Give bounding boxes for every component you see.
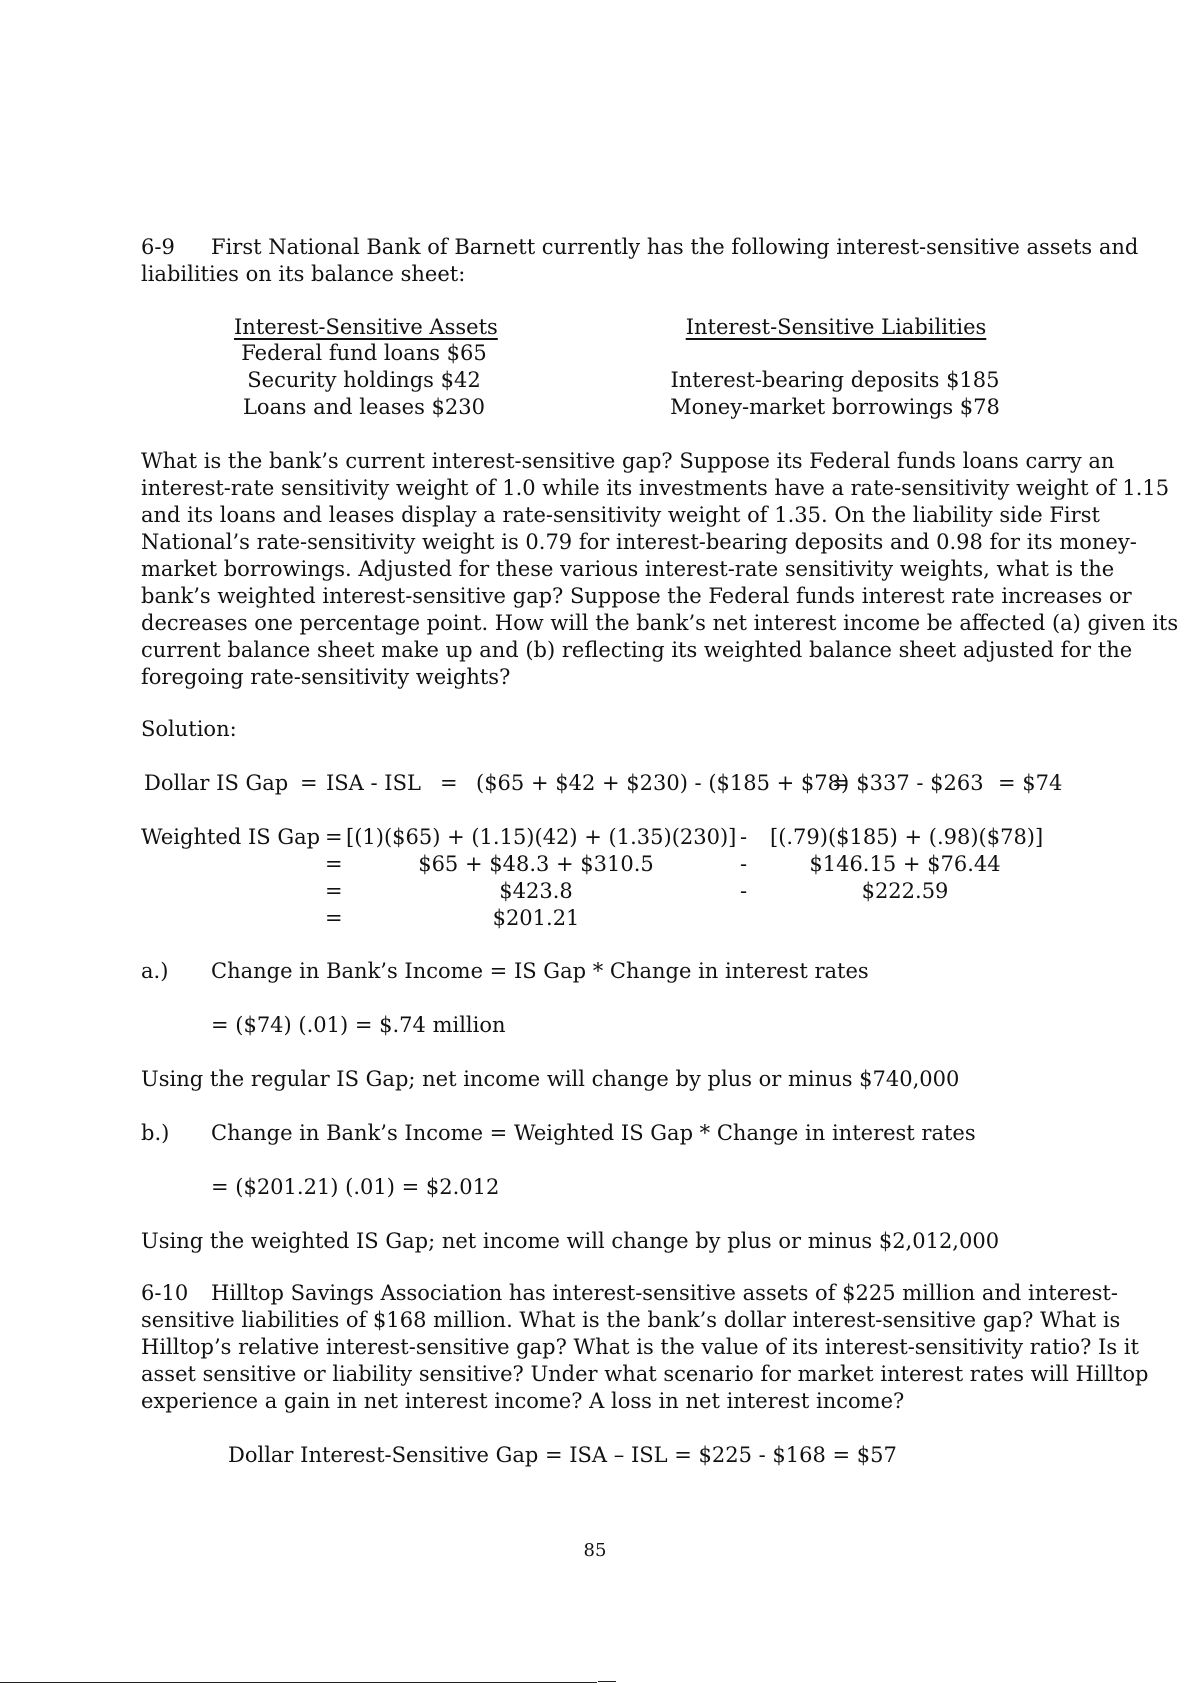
question-line: current balance sheet make up and (b) reflecting its weighted balance sheet adjusted for the bbox=[141, 638, 1133, 662]
weighted-gap-label: Weighted IS Gap bbox=[141, 825, 321, 849]
weighted-gap-minus: - bbox=[740, 852, 748, 876]
question-line: interest-rate sensitivity weight of 1.0 while its investments have a rate-sensitivity weight of 1.15 bbox=[141, 476, 1170, 500]
liabilities-header: Interest-Sensitive Liabilities bbox=[685, 315, 987, 339]
part-b-formula: Change in Bank’s Income = Weighted IS Gap * Change in interest rates bbox=[211, 1121, 976, 1145]
weighted-gap-minus: - bbox=[740, 879, 748, 903]
problem-text-line: Hilltop’s relative interest-sensitive gap? What is the value of its interest-sensitivity ratio? Is it bbox=[141, 1335, 1139, 1359]
problem-number-6-10: 6-10 bbox=[141, 1281, 189, 1305]
problem-text-line: experience a gain in net interest income? A loss in net interest income? bbox=[141, 1389, 905, 1413]
weighted-gap-minus: - bbox=[740, 825, 748, 849]
weighted-gap-liabilities-expr: $222.59 bbox=[861, 879, 949, 903]
weighted-gap-liabilities-expr: [(.79)($185) + (.98)($78)] bbox=[770, 825, 1044, 849]
footer-rule bbox=[598, 1681, 616, 1682]
problem-text-line: Hilltop Savings Association has interest-sensitive assets of $225 million and interest- bbox=[211, 1281, 1118, 1305]
part-b-label: b.) bbox=[141, 1121, 170, 1145]
part-b-conclusion: Using the weighted IS Gap; net income will change by plus or minus $2,012,000 bbox=[141, 1229, 1000, 1253]
asset-item: Loans and leases $230 bbox=[242, 395, 485, 419]
part-a-conclusion: Using the regular IS Gap; net income will change by plus or minus $740,000 bbox=[141, 1067, 960, 1091]
question-line: bank’s weighted interest-sensitive gap? Suppose the Federal funds interest rate increases or bbox=[141, 584, 1132, 608]
weighted-gap-equals: = bbox=[325, 906, 343, 930]
dollar-gap-equals: = bbox=[440, 771, 458, 795]
solution-label: Solution: bbox=[141, 717, 237, 741]
problem-intro-line: liabilities on its balance sheet: bbox=[141, 262, 466, 286]
dollar-gap-result: = $74 bbox=[998, 771, 1063, 795]
weighted-gap-assets-expr: $423.8 bbox=[499, 879, 573, 903]
weighted-gap-liabilities-expr: $146.15 + $76.44 bbox=[809, 852, 1001, 876]
question-line: National’s rate-sensitivity weight is 0.79 for interest-bearing deposits and 0.98 for its money- bbox=[141, 530, 1137, 554]
dollar-gap-label: Dollar IS Gap bbox=[144, 771, 289, 795]
assets-header: Interest-Sensitive Assets bbox=[234, 315, 498, 339]
dollar-gap-expression: ($65 + $42 + $230) - ($185 + $78) bbox=[476, 771, 850, 795]
question-line: What is the bank’s current interest-sensitive gap? Suppose its Federal funds loans carry an bbox=[141, 449, 1115, 473]
problem-text-line: sensitive liabilities of $168 million. What is the bank’s dollar interest-sensitive gap? What is bbox=[141, 1308, 1121, 1332]
asset-item: Security holdings $42 bbox=[247, 368, 481, 392]
weighted-gap-assets-expr: $65 + $48.3 + $310.5 bbox=[418, 852, 654, 876]
question-line: foregoing rate-sensitivity weights? bbox=[141, 665, 511, 689]
dollar-gap-equals: = bbox=[300, 771, 318, 795]
part-a-calculation: = ($74) (.01) = $.74 million bbox=[211, 1013, 506, 1037]
footer-rule bbox=[0, 1682, 597, 1683]
dollar-gap-expression: = $337 - $263 bbox=[832, 771, 984, 795]
question-line: decreases one percentage point. How will the bank’s net interest income be affected (a) given its bbox=[141, 611, 1179, 635]
part-b-calculation: = ($201.21) (.01) = $2.012 bbox=[211, 1175, 500, 1199]
question-line: and its loans and leases display a rate-sensitivity weight of 1.35. On the liability side First bbox=[141, 503, 1100, 527]
weighted-gap-result: $201.21 bbox=[492, 906, 580, 930]
page-number: 85 bbox=[583, 1540, 607, 1561]
dollar-gap-expression: ISA - ISL bbox=[326, 771, 421, 795]
weighted-gap-equals: = bbox=[325, 825, 343, 849]
problem-intro-line: First National Bank of Barnett currently has the following interest-sensitive assets and bbox=[211, 235, 1139, 259]
weighted-gap-assets-expr: [(1)($65) + (1.15)(42) + (1.35)(230)] bbox=[346, 825, 737, 849]
asset-item: Federal fund loans $65 bbox=[241, 341, 487, 365]
problem-text-line: asset sensitive or liability sensitive? Under what scenario for market interest rates will Hilltop bbox=[141, 1362, 1149, 1386]
dollar-interest-sensitive-gap-answer: Dollar Interest-Sensitive Gap = ISA – ISL = $225 - $168 = $57 bbox=[228, 1443, 897, 1467]
weighted-gap-equals: = bbox=[325, 852, 343, 876]
part-a-label: a.) bbox=[141, 959, 169, 983]
liability-item: Money-market borrowings $78 bbox=[670, 395, 1000, 419]
weighted-gap-equals: = bbox=[325, 879, 343, 903]
part-a-formula: Change in Bank’s Income = IS Gap * Change in interest rates bbox=[211, 959, 869, 983]
question-line: market borrowings. Adjusted for these various interest-rate sensitivity weights, what is the bbox=[141, 557, 1115, 581]
problem-number-6-9: 6-9 bbox=[141, 235, 175, 259]
liability-item: Interest-bearing deposits $185 bbox=[670, 368, 1000, 392]
